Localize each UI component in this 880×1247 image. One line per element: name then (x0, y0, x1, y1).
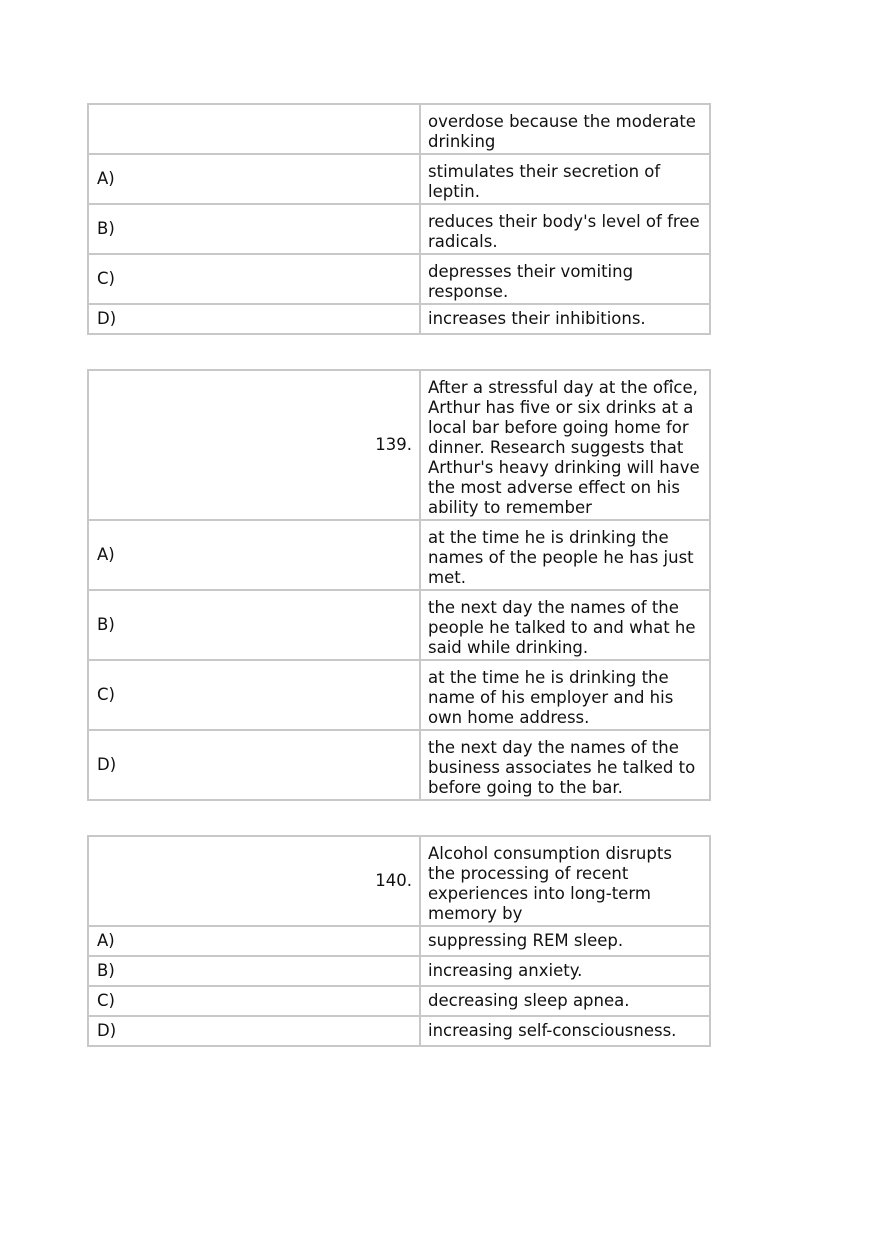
option-letter: D) (88, 730, 420, 800)
option-row (88, 956, 710, 986)
question-stem-row (88, 104, 710, 154)
question-stem-row (88, 370, 710, 520)
option-text: increasing anxiety. (420, 956, 710, 986)
question-number: 139. (88, 370, 420, 520)
question-table (87, 103, 711, 335)
option-text: decreasing sleep apnea. (420, 986, 710, 1016)
option-letter: A) (88, 154, 420, 204)
option-letter: B) (88, 956, 420, 986)
option-row (88, 1016, 710, 1046)
option-text: stimulates their secretion of leptin. (420, 154, 710, 204)
option-text: suppressing REM sleep. (420, 926, 710, 956)
option-letter: C) (88, 254, 420, 304)
option-text: reduces their body's level of free radicals. (420, 204, 710, 254)
option-letter: C) (88, 660, 420, 730)
option-letter: D) (88, 304, 420, 334)
option-letter: A) (88, 520, 420, 590)
question-stem: Alcohol consumption disrupts the processing of recent experiences into long-term memory by (420, 836, 710, 926)
option-row (88, 204, 710, 254)
option-text: at the time he is drinking the name of his employer and his own home address. (420, 660, 710, 730)
question-stem-row (88, 836, 710, 926)
option-letter: C) (88, 986, 420, 1016)
option-row (88, 154, 710, 204)
option-text: increasing self-consciousness. (420, 1016, 710, 1046)
option-row (88, 304, 710, 334)
question-stem: overdose because the moderate drinking (420, 104, 710, 154)
option-row (88, 660, 710, 730)
option-letter: B) (88, 204, 420, 254)
question-number (88, 104, 420, 154)
option-text: at the time he is drinking the names of the people he has just met. (420, 520, 710, 590)
option-text: increases their inhibitions. (420, 304, 710, 334)
question-table (87, 835, 711, 1047)
question-number: 140. (88, 836, 420, 926)
option-row (88, 986, 710, 1016)
option-row (88, 730, 710, 800)
option-letter: D) (88, 1016, 420, 1046)
option-row (88, 590, 710, 660)
option-row (88, 520, 710, 590)
option-row (88, 254, 710, 304)
question-stem: After a stressful day at the ofi̇̂ce, Arthur has five or six drinks at a local bar before going home for dinner. Research suggests that Arthur's heavy drinking will have the most adverse effect on his ability to remember (420, 370, 710, 520)
option-text: the next day the names of the business associates he talked to before going to the bar. (420, 730, 710, 800)
option-text: depresses their vomiting response. (420, 254, 710, 304)
option-row (88, 926, 710, 956)
option-letter: B) (88, 590, 420, 660)
option-text: the next day the names of the people he talked to and what he said while drinking. (420, 590, 710, 660)
option-letter: A) (88, 926, 420, 956)
question-table (87, 369, 711, 801)
